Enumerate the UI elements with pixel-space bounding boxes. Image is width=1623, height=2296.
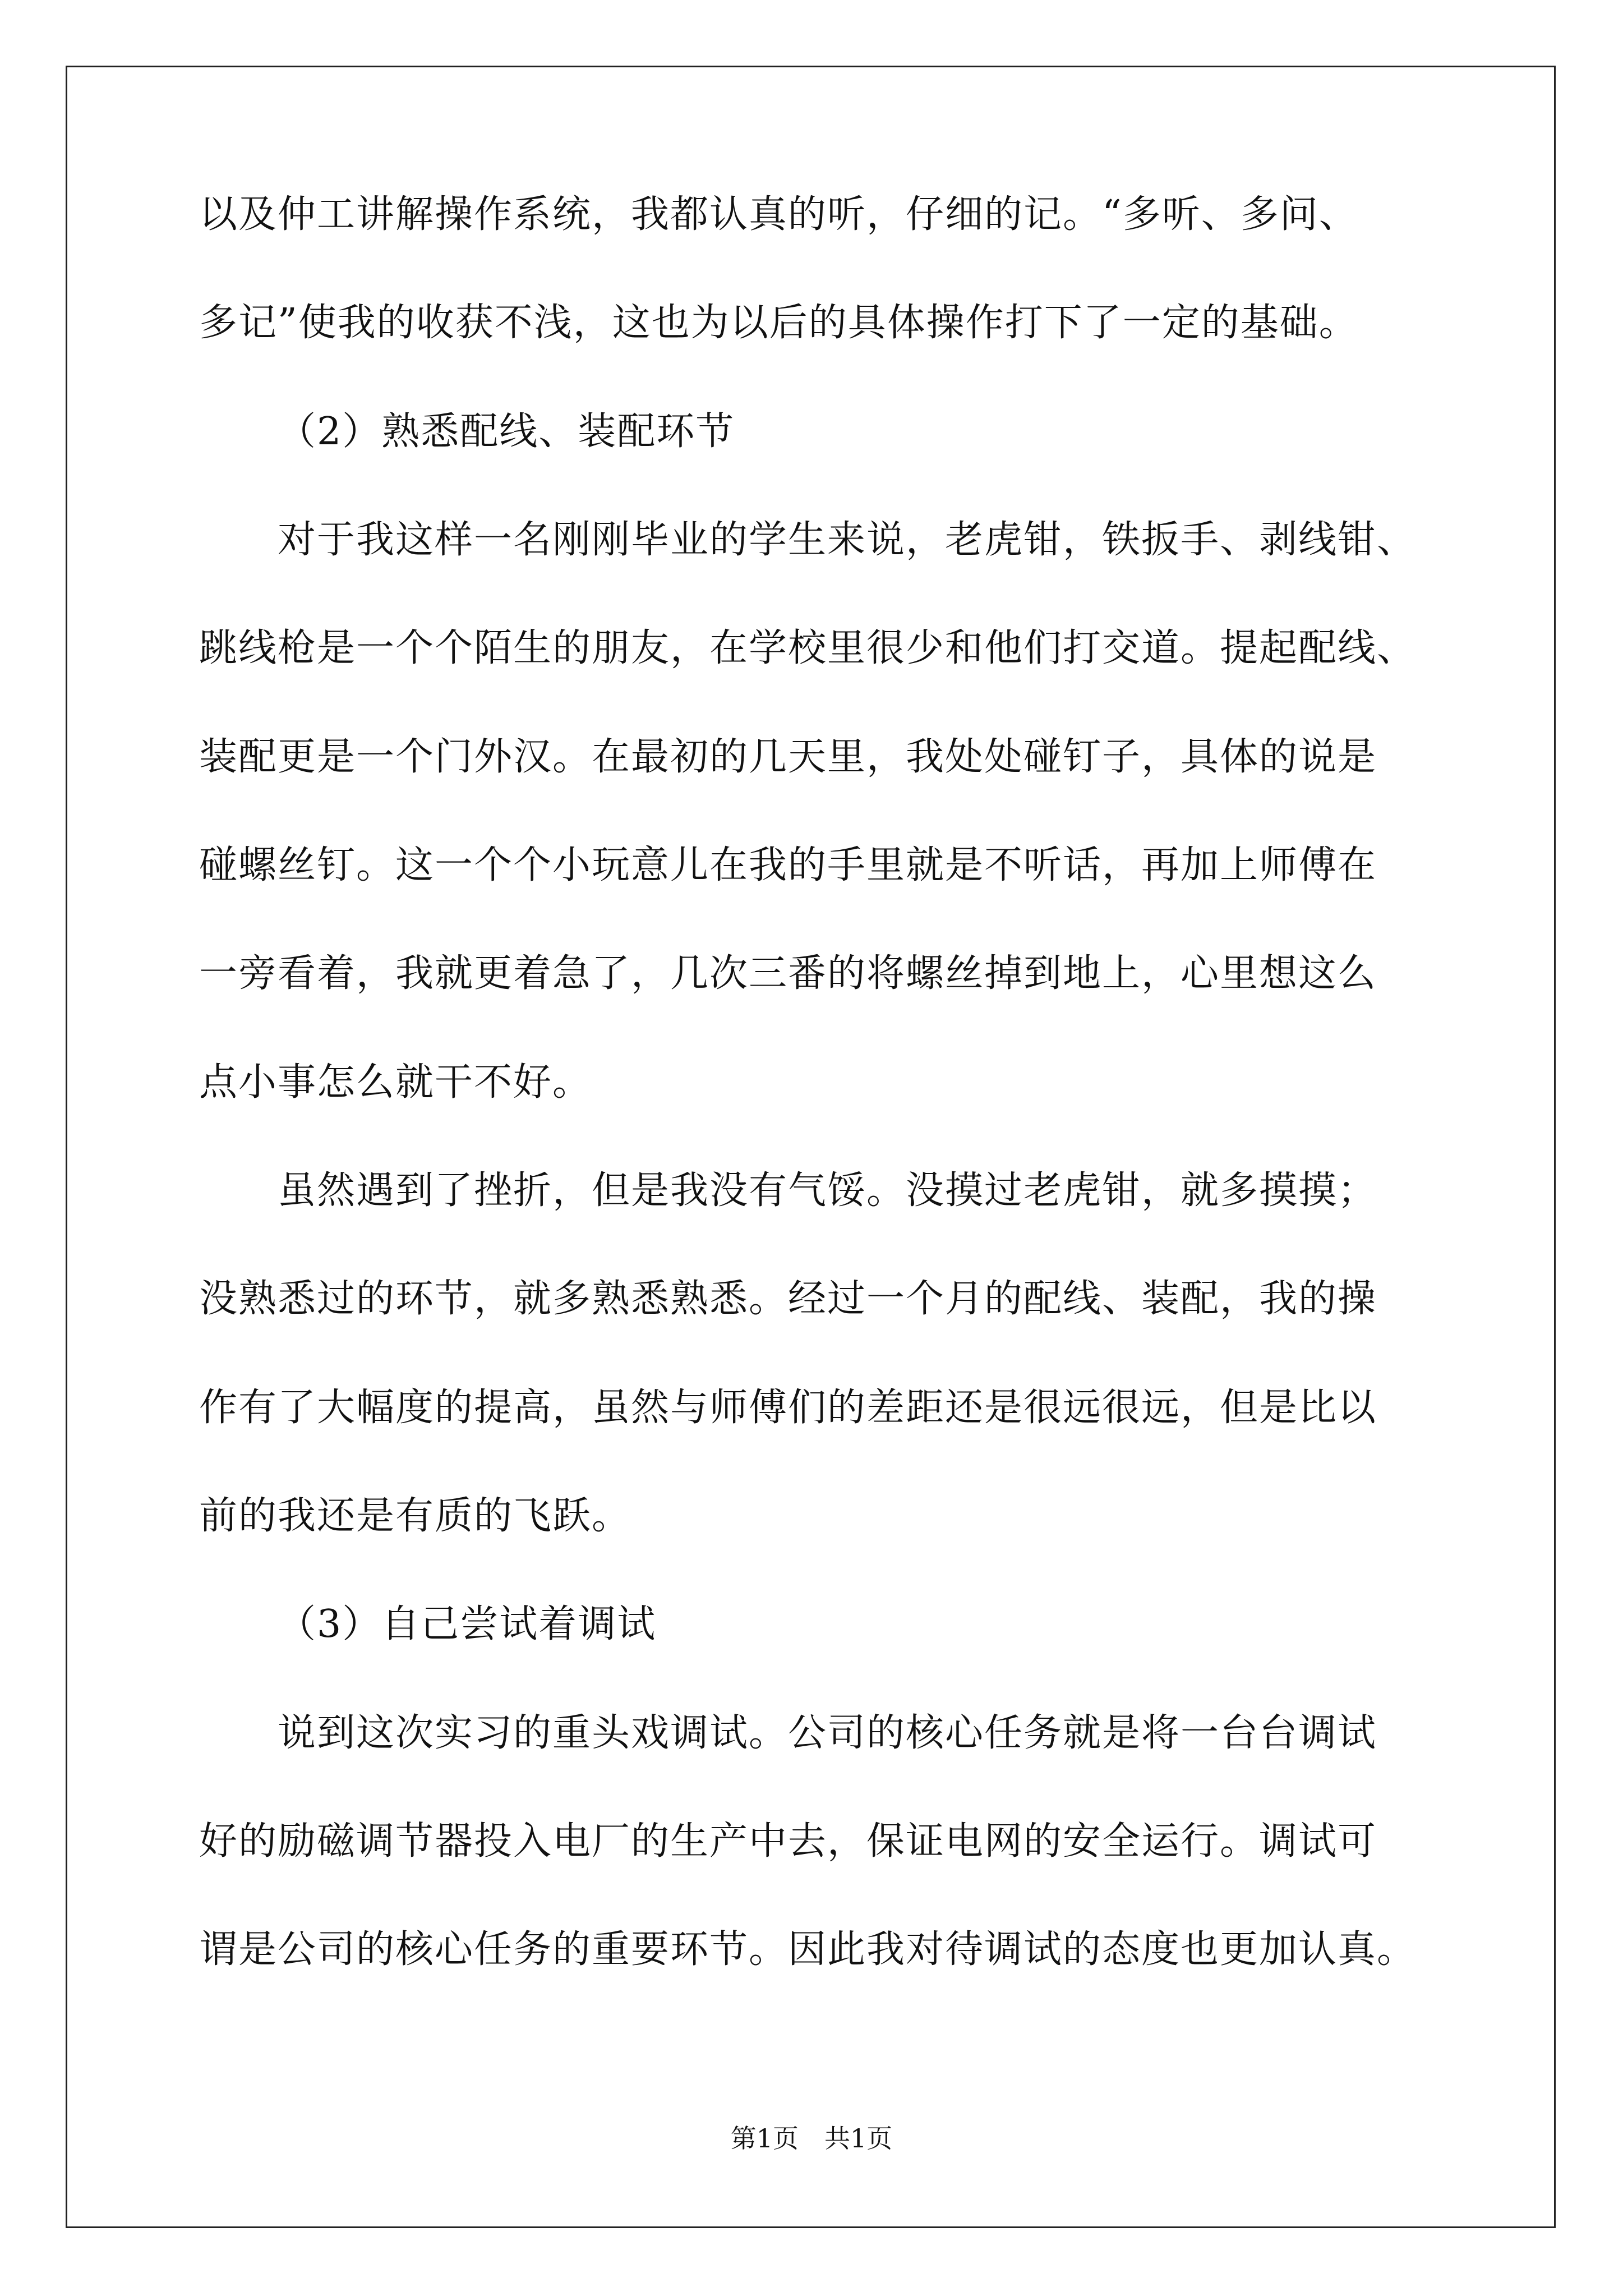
text-line: 装配更是一个门外汉。在最初的几天里，我处处碰钉子，具体的说是 [199,735,1377,779]
paragraph-start: 说到这次实习的重头戏调试。公司的核心任务就是将一台台调试 [278,1711,1377,1755]
text-line: 谓是公司的核心任务的重要环节。因此我对待调试的态度也更加认真。 [199,1927,1417,1972]
text-line: 前的我还是有质的飞跃。 [199,1494,631,1538]
page-border [66,66,1556,2228]
text-line: 跳线枪是一个个陌生的朋友，在学校里很少和他们打交道。提起配线、 [199,626,1417,670]
section-heading: （2）熟悉配线、装配环节 [278,409,735,454]
text-line: 没熟悉过的环节，就多熟悉熟悉。经过一个月的配线、装配，我的操 [199,1277,1377,1321]
page-footer: 第1页 共1页 [730,2123,893,2154]
text-line: 好的励磁调节器投入电厂的生产中去，保证电网的安全运行。调试可 [199,1819,1377,1864]
text-line: 点小事怎么就干不好。 [199,1060,592,1105]
text-line: 多记”使我的收获不浅，这也为以后的具体操作打下了一定的基础。 [199,301,1358,345]
text-line: 作有了大幅度的提高，虽然与师傅们的差距还是很远很远，但是比以 [199,1386,1377,1430]
paragraph-start: 虽然遇到了挫折，但是我没有气馁。没摸过老虎钳，就多摸摸； [278,1168,1377,1213]
paragraph-start: 对于我这样一名刚刚毕业的学生来说，老虎钳，铁扳手、剥线钳、 [278,518,1417,562]
text-line: 碰螺丝钉。这一个个小玩意儿在我的手里就是不听话，再加上师傅在 [199,843,1377,887]
text-line: 一旁看着，我就更着急了，几次三番的将螺丝掉到地上，心里想这么 [199,951,1377,996]
text-line: 以及仲工讲解操作系统，我都认真的听，仔细的记。“多听、多问、 [199,192,1358,237]
section-heading: （3）自己尝试着调试 [278,1602,657,1646]
